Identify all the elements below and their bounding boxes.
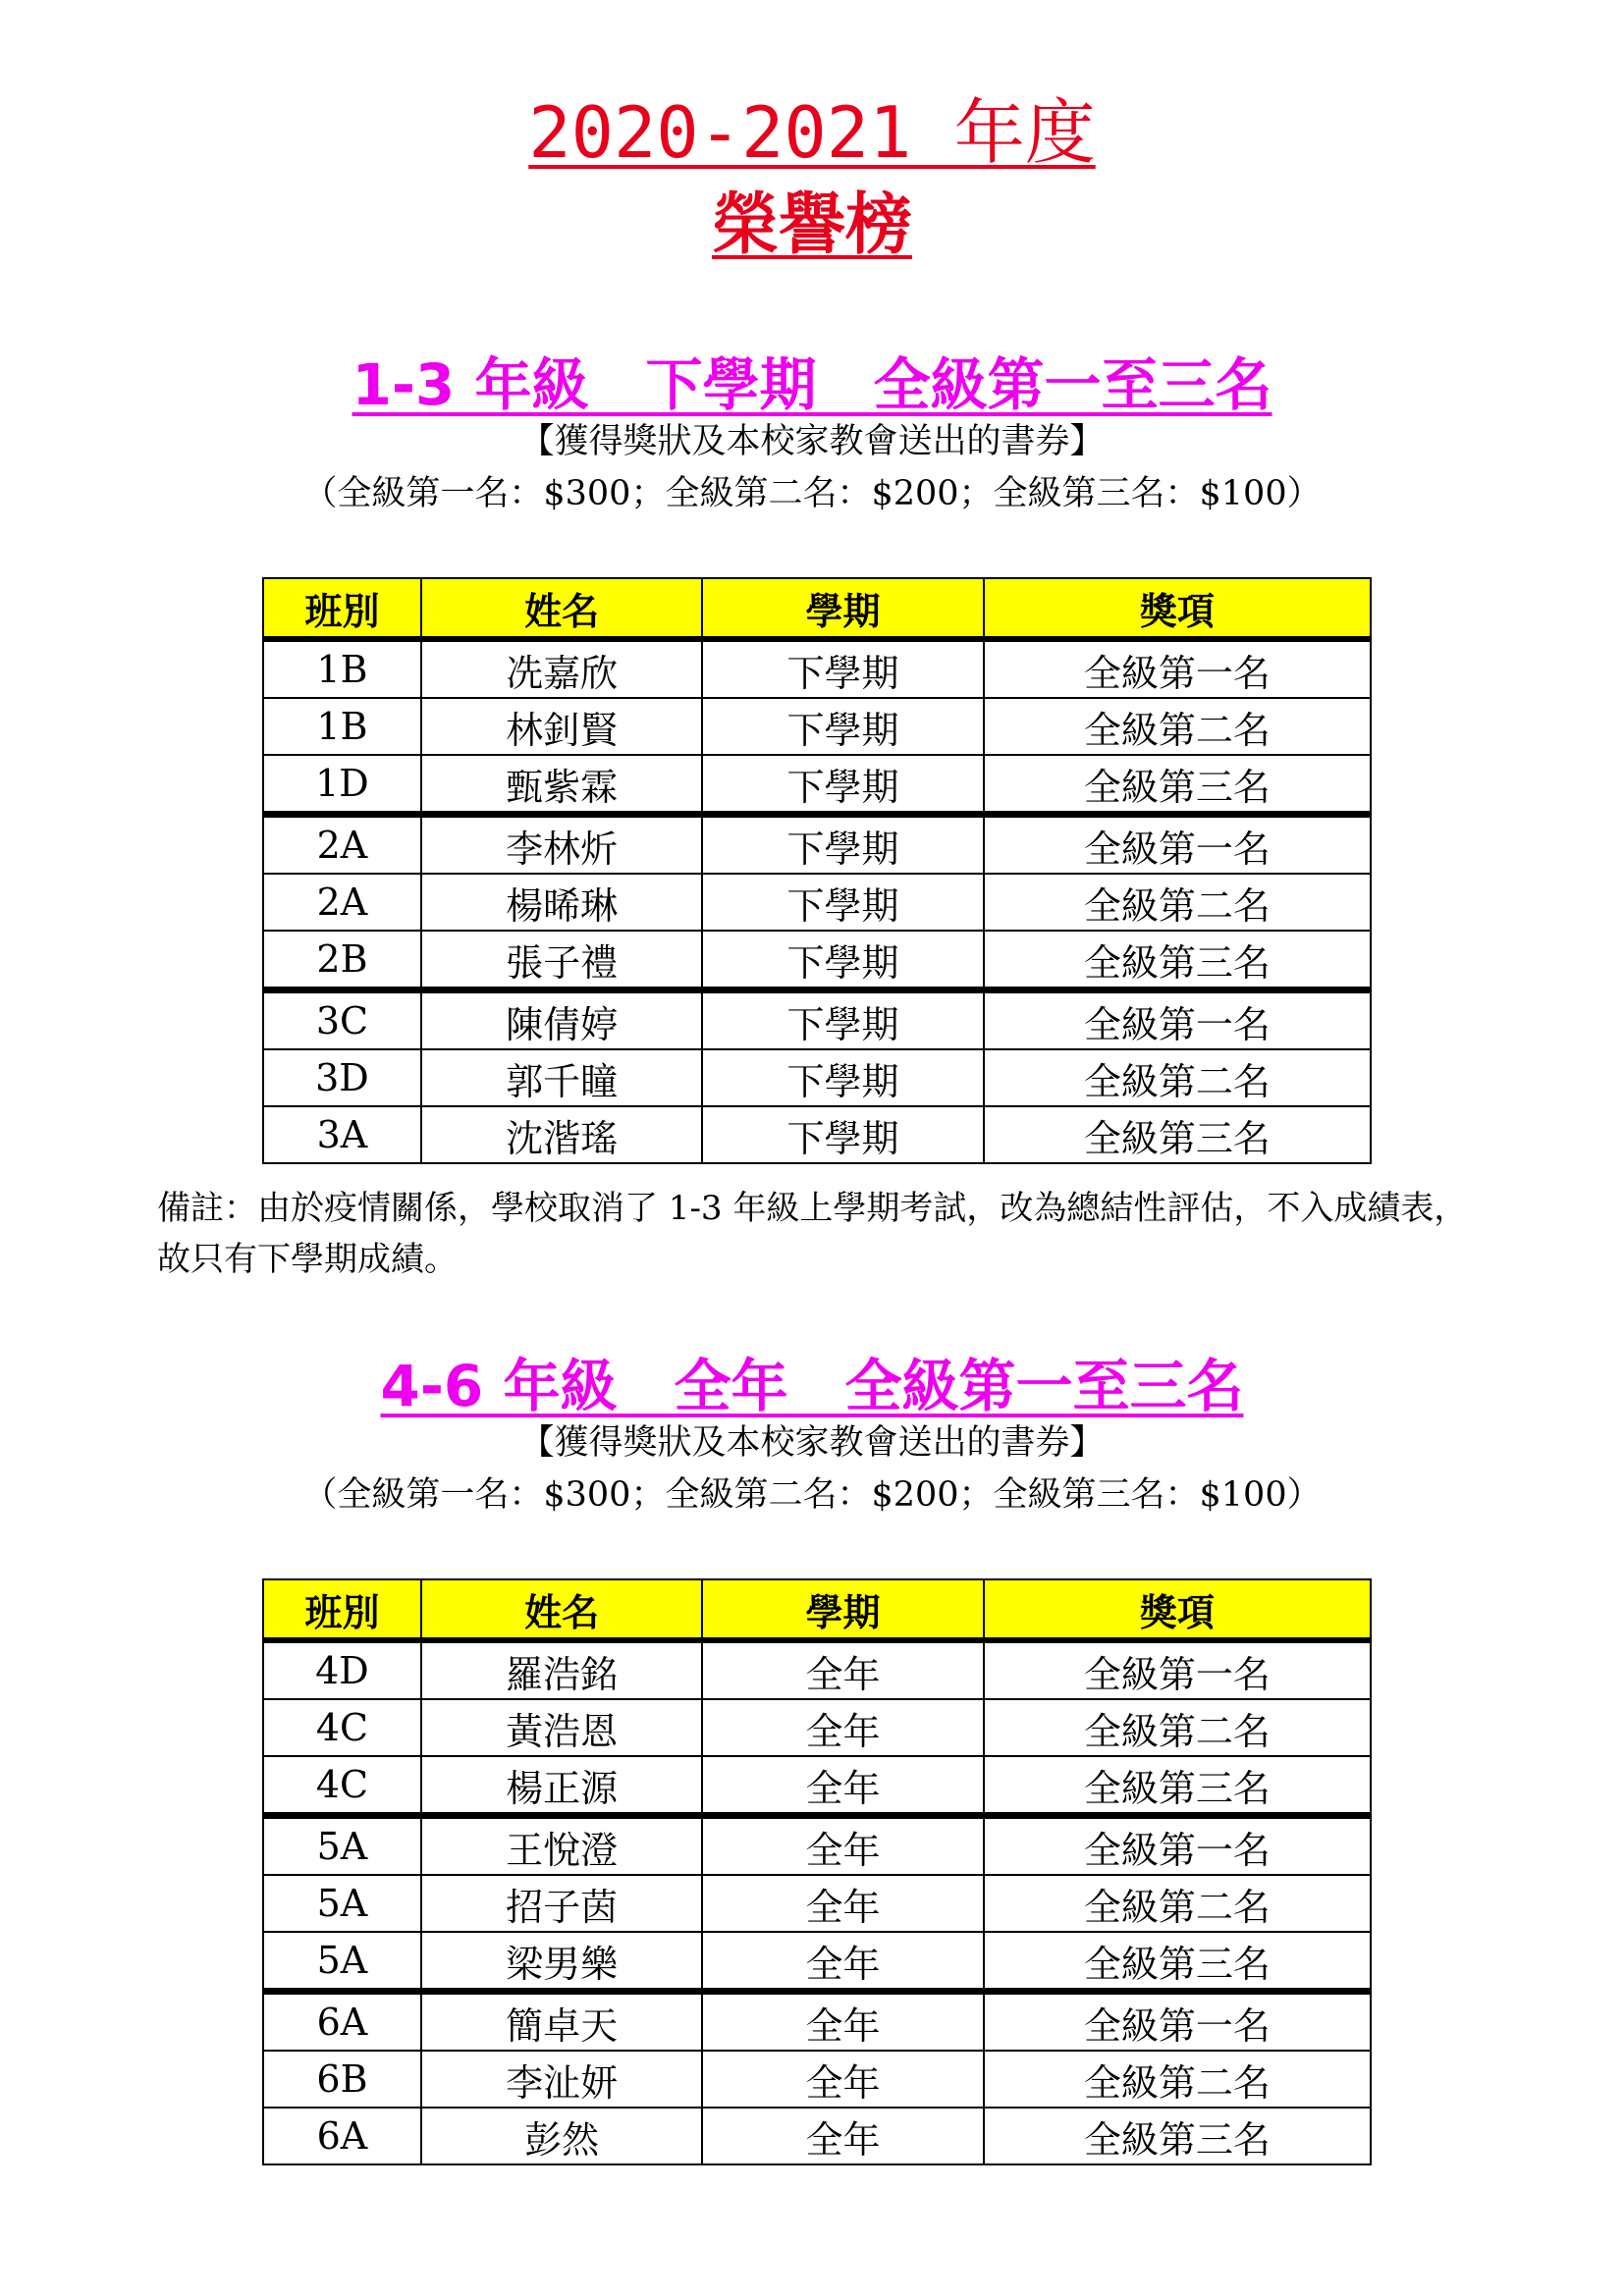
table-row (263, 1640, 1371, 1699)
table-row (263, 2051, 1371, 2108)
cell-term: 全年 (702, 2108, 983, 2164)
cell-class: 1B (263, 698, 421, 755)
cell-class: 5A (263, 1932, 421, 1992)
section2-prize-note: （全級第一名：$300；全級第二名：$200；全級第三名：$100） (302, 1475, 1322, 1515)
cell-class: 4C (263, 1699, 421, 1756)
cell-award: 全級第二名 (984, 1699, 1371, 1756)
table-row (263, 815, 1371, 875)
cell-term: 全年 (702, 1932, 983, 1992)
cell-award: 全級第一名 (984, 815, 1371, 875)
cell-name: 李沚妍 (421, 2051, 702, 2108)
header-award: 獎項 (984, 578, 1371, 639)
cell-name: 羅浩銘 (421, 1640, 702, 1699)
page-title-honor-roll: 榮譽榜 (711, 187, 912, 264)
table-row (263, 1992, 1371, 2052)
cell-award: 全級第三名 (984, 2108, 1371, 2164)
cell-award: 全級第三名 (984, 1932, 1371, 1992)
cell-award: 全級第三名 (984, 931, 1371, 990)
cell-name: 沈湝瑤 (421, 1106, 702, 1163)
cell-class: 5A (263, 1816, 421, 1876)
cell-award: 全級第一名 (984, 990, 1371, 1050)
cell-class: 2A (263, 815, 421, 875)
table-row (263, 1756, 1371, 1816)
cell-name: 林釗賢 (421, 698, 702, 755)
cell-term: 下學期 (702, 639, 983, 698)
section2-table (262, 1578, 1372, 2165)
cell-class: 3A (263, 1106, 421, 1163)
cell-name: 招子茵 (421, 1875, 702, 1932)
header-name: 姓名 (421, 578, 702, 639)
table-row (263, 874, 1371, 931)
cell-award: 全級第三名 (984, 755, 1371, 815)
table-row (263, 1816, 1371, 1876)
table-row (263, 698, 1371, 755)
section1-table (262, 577, 1372, 1164)
cell-term: 全年 (702, 1816, 983, 1876)
cell-term: 全年 (702, 1875, 983, 1932)
table-row (263, 639, 1371, 698)
cell-term: 全年 (702, 1992, 983, 2052)
table-row (263, 1106, 1371, 1163)
cell-class: 5A (263, 1875, 421, 1932)
table-header-row (263, 1579, 1371, 1640)
cell-name: 郭千瞳 (421, 1049, 702, 1106)
cell-name: 梁男樂 (421, 1932, 702, 1992)
cell-award: 全級第一名 (984, 1816, 1371, 1876)
cell-term: 下學期 (702, 815, 983, 875)
section1-remark: 備註：由於疫情關係，學校取消了 1-3 年級上學期考試，改為總結性評估，不入成績表，故只有下學期成績。 (157, 1189, 1468, 1279)
section2-subtitle: 【獲得獎狀及本校家教會送出的書券】 (519, 1423, 1105, 1463)
header-award: 獎項 (984, 1579, 1371, 1640)
section2-title: 4-6 年級 全年 全級第一至三名 (380, 1353, 1244, 1419)
cell-class: 3D (263, 1049, 421, 1106)
cell-name: 楊晞琳 (421, 874, 702, 931)
cell-class: 6A (263, 2108, 421, 2164)
cell-name: 冼嘉欣 (421, 639, 702, 698)
cell-term: 下學期 (702, 755, 983, 815)
table-row (263, 931, 1371, 990)
cell-class: 6B (263, 2051, 421, 2108)
cell-class: 1D (263, 755, 421, 815)
cell-name: 楊正源 (421, 1756, 702, 1816)
table-row (263, 2108, 1371, 2164)
table-row (263, 1932, 1371, 1992)
section1-title: 1-3 年級 下學期 全級第一至三名 (352, 351, 1272, 418)
cell-class: 3C (263, 990, 421, 1050)
cell-class: 2B (263, 931, 421, 990)
cell-award: 全級第三名 (984, 1106, 1371, 1163)
cell-award: 全級第一名 (984, 1640, 1371, 1699)
cell-award: 全級第二名 (984, 874, 1371, 931)
table-row (263, 1049, 1371, 1106)
table-row (263, 1875, 1371, 1932)
table-row (263, 1699, 1371, 1756)
table-row (263, 755, 1371, 815)
cell-award: 全級第三名 (984, 1756, 1371, 1816)
header-term: 學期 (702, 1579, 983, 1640)
cell-name: 彭然 (421, 2108, 702, 2164)
section1-prize-note: （全級第一名：$300；全級第二名：$200；全級第三名：$100） (302, 474, 1322, 513)
page-title-year: 2020-2021 年度 (528, 91, 1096, 174)
cell-award: 全級第一名 (984, 639, 1371, 698)
cell-award: 全級第一名 (984, 1992, 1371, 2052)
cell-term: 下學期 (702, 931, 983, 990)
cell-term: 下學期 (702, 1049, 983, 1106)
cell-name: 簡卓天 (421, 1992, 702, 2052)
cell-term: 全年 (702, 1699, 983, 1756)
cell-term: 下學期 (702, 874, 983, 931)
cell-award: 全級第二名 (984, 1875, 1371, 1932)
cell-class: 4C (263, 1756, 421, 1816)
table-header-row (263, 578, 1371, 639)
cell-name: 甄紫霖 (421, 755, 702, 815)
header-class: 班別 (263, 1579, 421, 1640)
cell-class: 4D (263, 1640, 421, 1699)
cell-award: 全級第二名 (984, 1049, 1371, 1106)
header-class: 班別 (263, 578, 421, 639)
cell-term: 全年 (702, 1756, 983, 1816)
cell-name: 李林炘 (421, 815, 702, 875)
cell-class: 2A (263, 874, 421, 931)
cell-class: 6A (263, 1992, 421, 2052)
cell-term: 下學期 (702, 1106, 983, 1163)
table-row (263, 990, 1371, 1050)
cell-class: 1B (263, 639, 421, 698)
header-name: 姓名 (421, 1579, 702, 1640)
cell-award: 全級第二名 (984, 698, 1371, 755)
cell-term: 全年 (702, 2051, 983, 2108)
cell-term: 下學期 (702, 698, 983, 755)
cell-award: 全級第二名 (984, 2051, 1371, 2108)
section1-subtitle: 【獲得獎狀及本校家教會送出的書券】 (519, 422, 1105, 461)
cell-name: 王悅澄 (421, 1816, 702, 1876)
cell-term: 全年 (702, 1640, 983, 1699)
cell-term: 下學期 (702, 990, 983, 1050)
cell-name: 張子禮 (421, 931, 702, 990)
cell-name: 黃浩恩 (421, 1699, 702, 1756)
cell-name: 陳倩婷 (421, 990, 702, 1050)
header-term: 學期 (702, 578, 983, 639)
